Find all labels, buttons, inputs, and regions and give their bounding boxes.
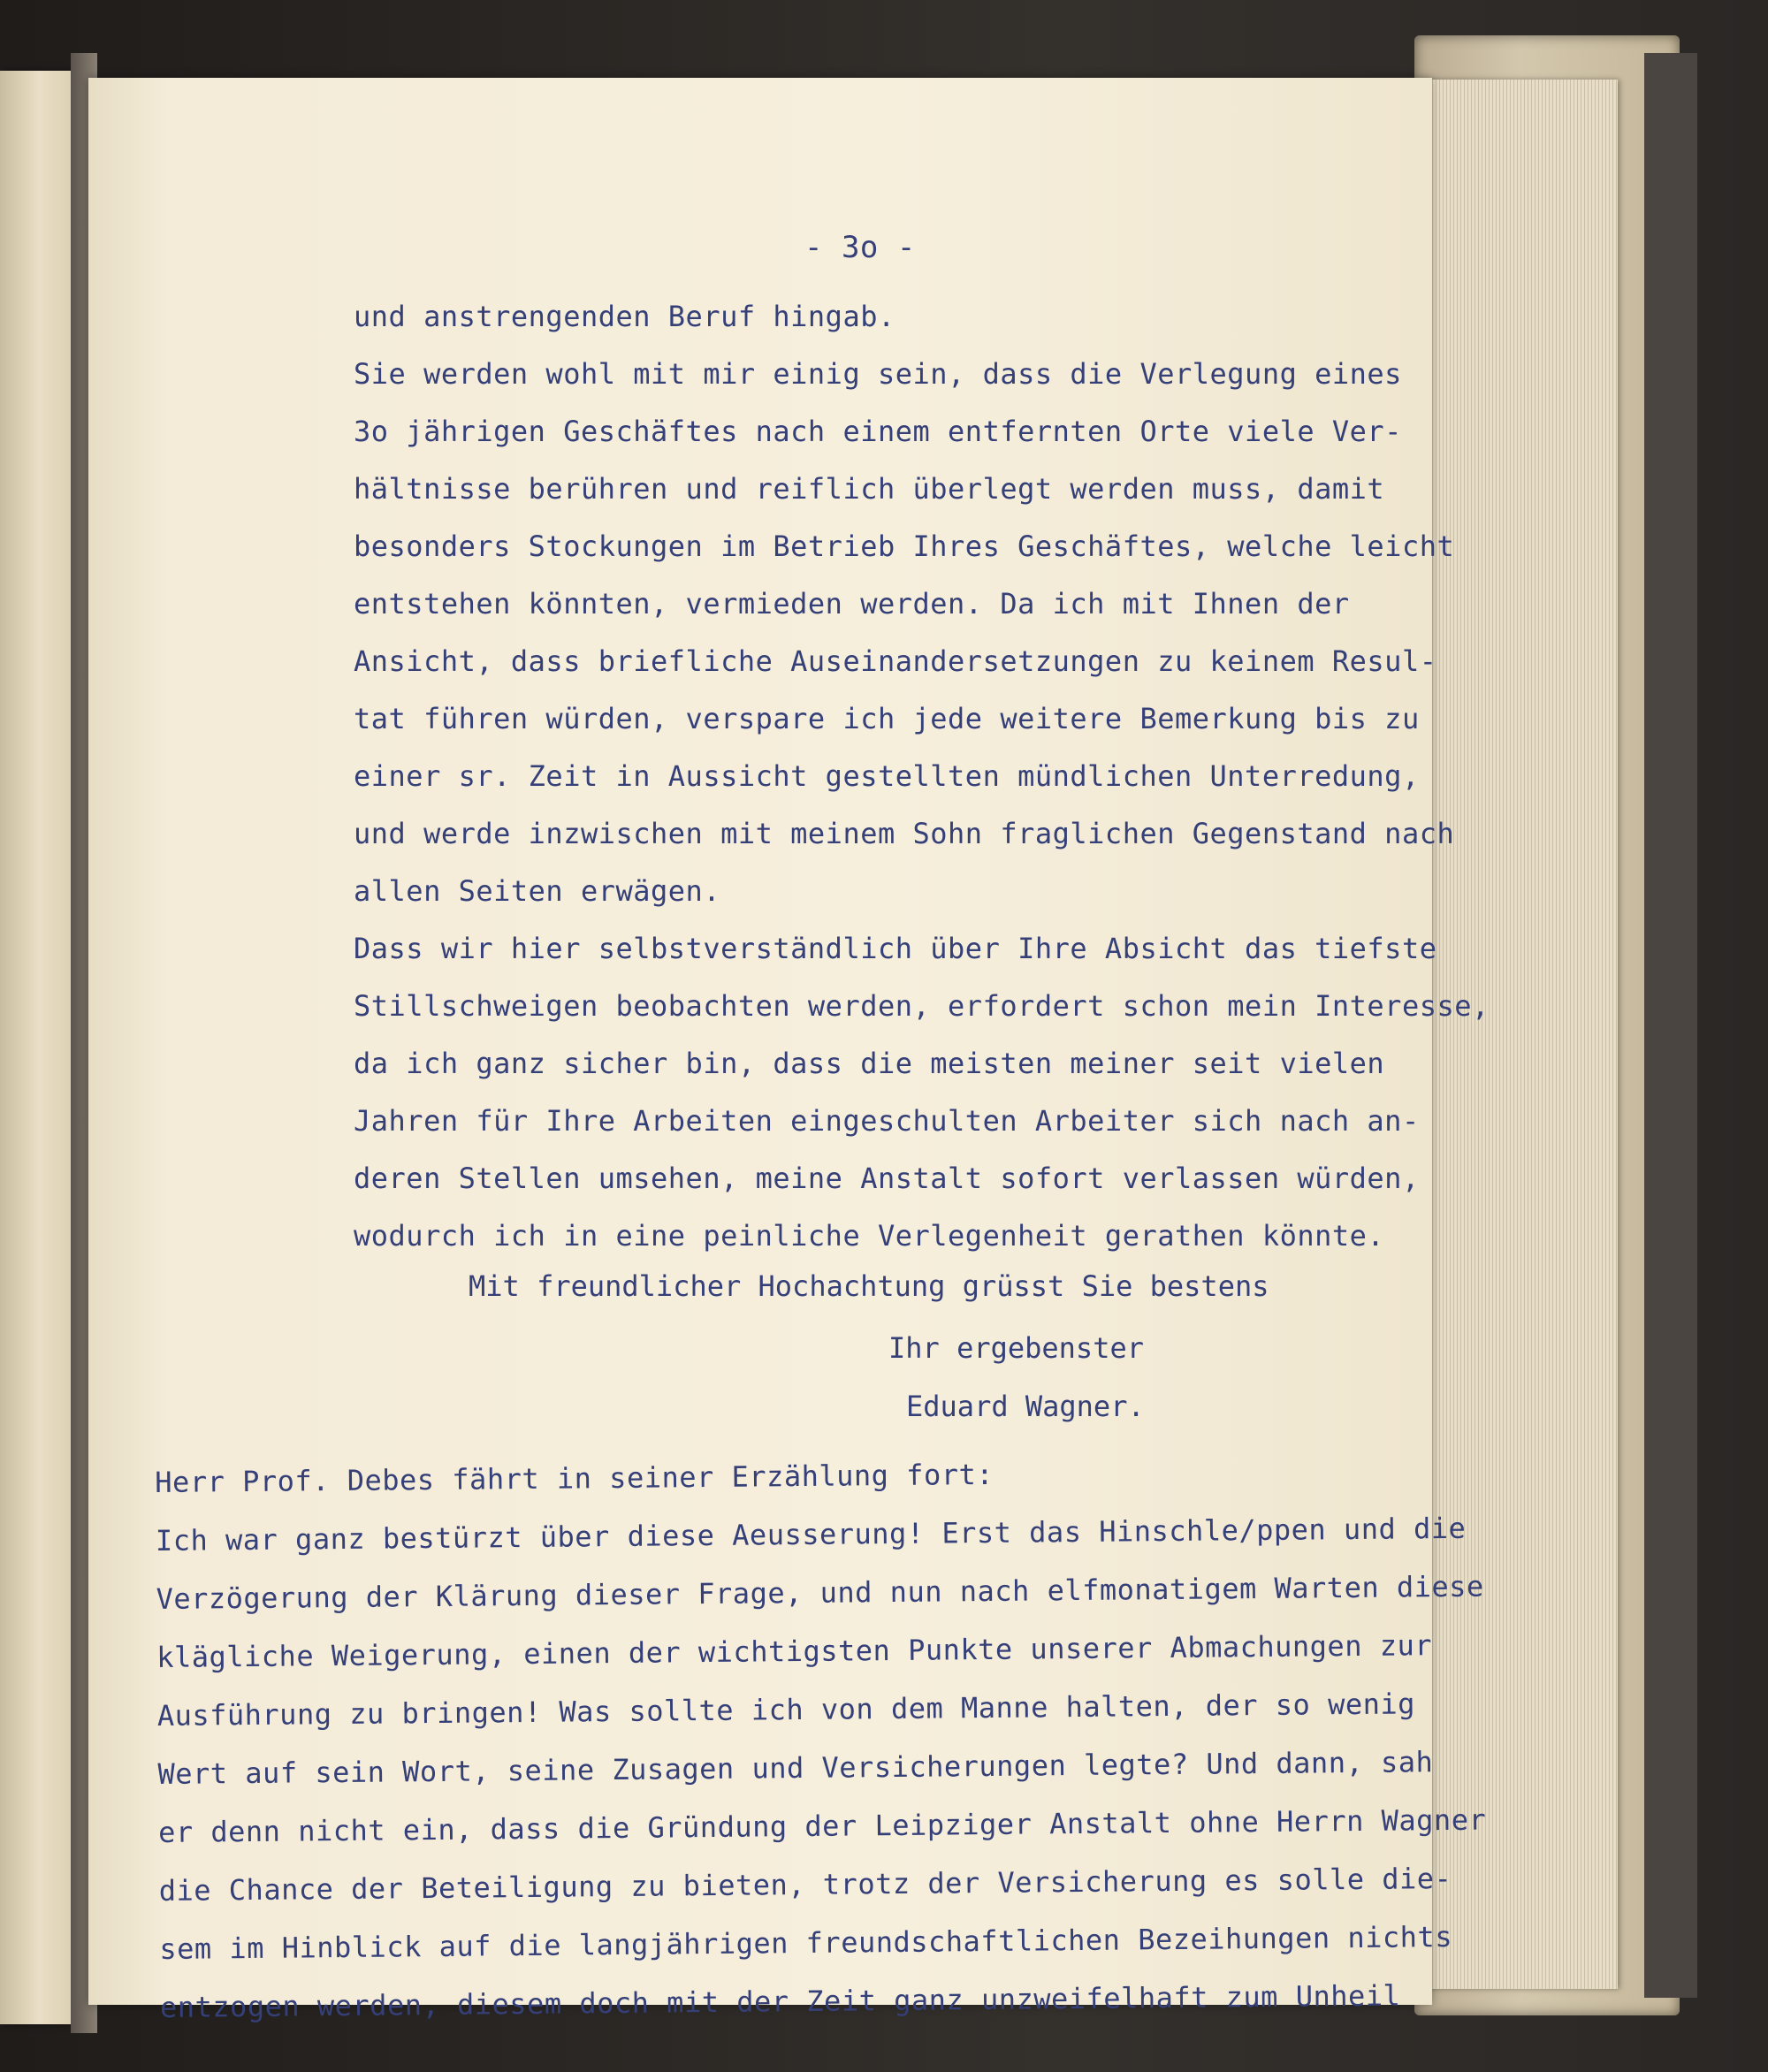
text-line: da ich ganz sicher bin, dass die meisten meiner seit vielen	[354, 1047, 1385, 1080]
text-line: Sie werden wohl mit mir einig sein, dass die Verlegung eines	[354, 357, 1402, 391]
text-line: tat führen würden, verspare ich jede weitere Bemerkung bis zu	[354, 702, 1420, 735]
text-line: Jahren für Ihre Arbeiten eingeschulten Arbeiter sich nach an-	[354, 1104, 1420, 1138]
letter-body	[354, 288, 1490, 1265]
text-line: sem im Hinblick auf die langjährigen freundschaftlichen Bezeihungen nichts	[159, 1919, 1453, 1966]
text-line: klägliche Weigerung, einen der wichtigsten Punkte unserer Abmachungen zur	[156, 1628, 1433, 1674]
text-line: 3o jährigen Geschäftes nach einem entfernten Orte viele Ver-	[354, 415, 1402, 448]
closing-valediction: Ihr ergebenster	[888, 1331, 1144, 1365]
text-line: entstehen könnten, vermieden werden. Da ich mit Ihnen der	[354, 587, 1350, 621]
text-line: entzogen werden, diesem doch mit der Zeit ganz unzweifelhaft zum Unheil	[159, 1978, 1401, 2024]
document-page	[88, 78, 1490, 2024]
text-line: und werde inzwischen mit meinem Sohn fraglichen Gegenstand nach	[354, 817, 1455, 850]
text-line: Stillschweigen beobachten werden, erfordert schon mein Interesse,	[354, 989, 1490, 1023]
text-line: er denn nicht ein, dass die Gründung der Leipziger Anstalt ohne Herrn Wagner	[157, 1802, 1487, 1849]
text-line: Wert auf sein Wort, seine Zusagen und Versicherungen legte? Und dann, sah	[157, 1745, 1434, 1791]
text-line: deren Stellen umsehen, meine Anstalt sofort verlassen würden,	[354, 1162, 1420, 1195]
text-line: die Chance der Beteiligung zu bieten, trotz der Versicherung es solle die-	[158, 1861, 1452, 1908]
text-line: und anstrengenden Beruf hingab.	[354, 300, 895, 333]
text-line: Ich war ganz bestürzt über diese Aeusserung! Erst das Hinschle/ppen und die	[155, 1511, 1467, 1558]
text-line: Dass wir hier selbstverständlich über Ihre Absicht das tiefste	[354, 932, 1437, 965]
page-number: - 3o -	[804, 230, 916, 265]
narrative-body	[155, 1441, 1488, 2037]
text-line: Ansicht, dass briefliche Auseinandersetzungen zu keinem Resul-	[354, 644, 1437, 678]
text-line: wodurch ich in eine peinliche Verlegenheit gerathen könnte.	[354, 1219, 1385, 1253]
text-line: Herr Prof. Debes fährt in seiner Erzählung fort:	[155, 1457, 994, 1499]
text-line: einer sr. Zeit in Aussicht gestellten mündlichen Unterredung,	[354, 759, 1420, 793]
text-line: Ausführung zu bringen! Was sollte ich von dem Manne halten, der so wenig	[156, 1687, 1416, 1733]
closing-greeting: Mit freundlicher Hochachtung grüsst Sie bestens	[469, 1269, 1269, 1303]
closing-signature: Eduard Wagner.	[906, 1390, 1145, 1423]
text-line: Verzögerung der Klärung dieser Frage, und nun nach elfmonatigem Warten diese	[156, 1569, 1484, 1616]
book-spine-edge	[1644, 53, 1697, 1998]
text-line: hältnisse berühren und reiflich überlegt werden muss, damit	[354, 472, 1385, 506]
facing-page-edge	[0, 71, 71, 2024]
text-line: besonders Stockungen im Betrieb Ihres Geschäftes, welche leicht	[354, 529, 1455, 563]
text-line: allen Seiten erwägen.	[354, 874, 721, 908]
